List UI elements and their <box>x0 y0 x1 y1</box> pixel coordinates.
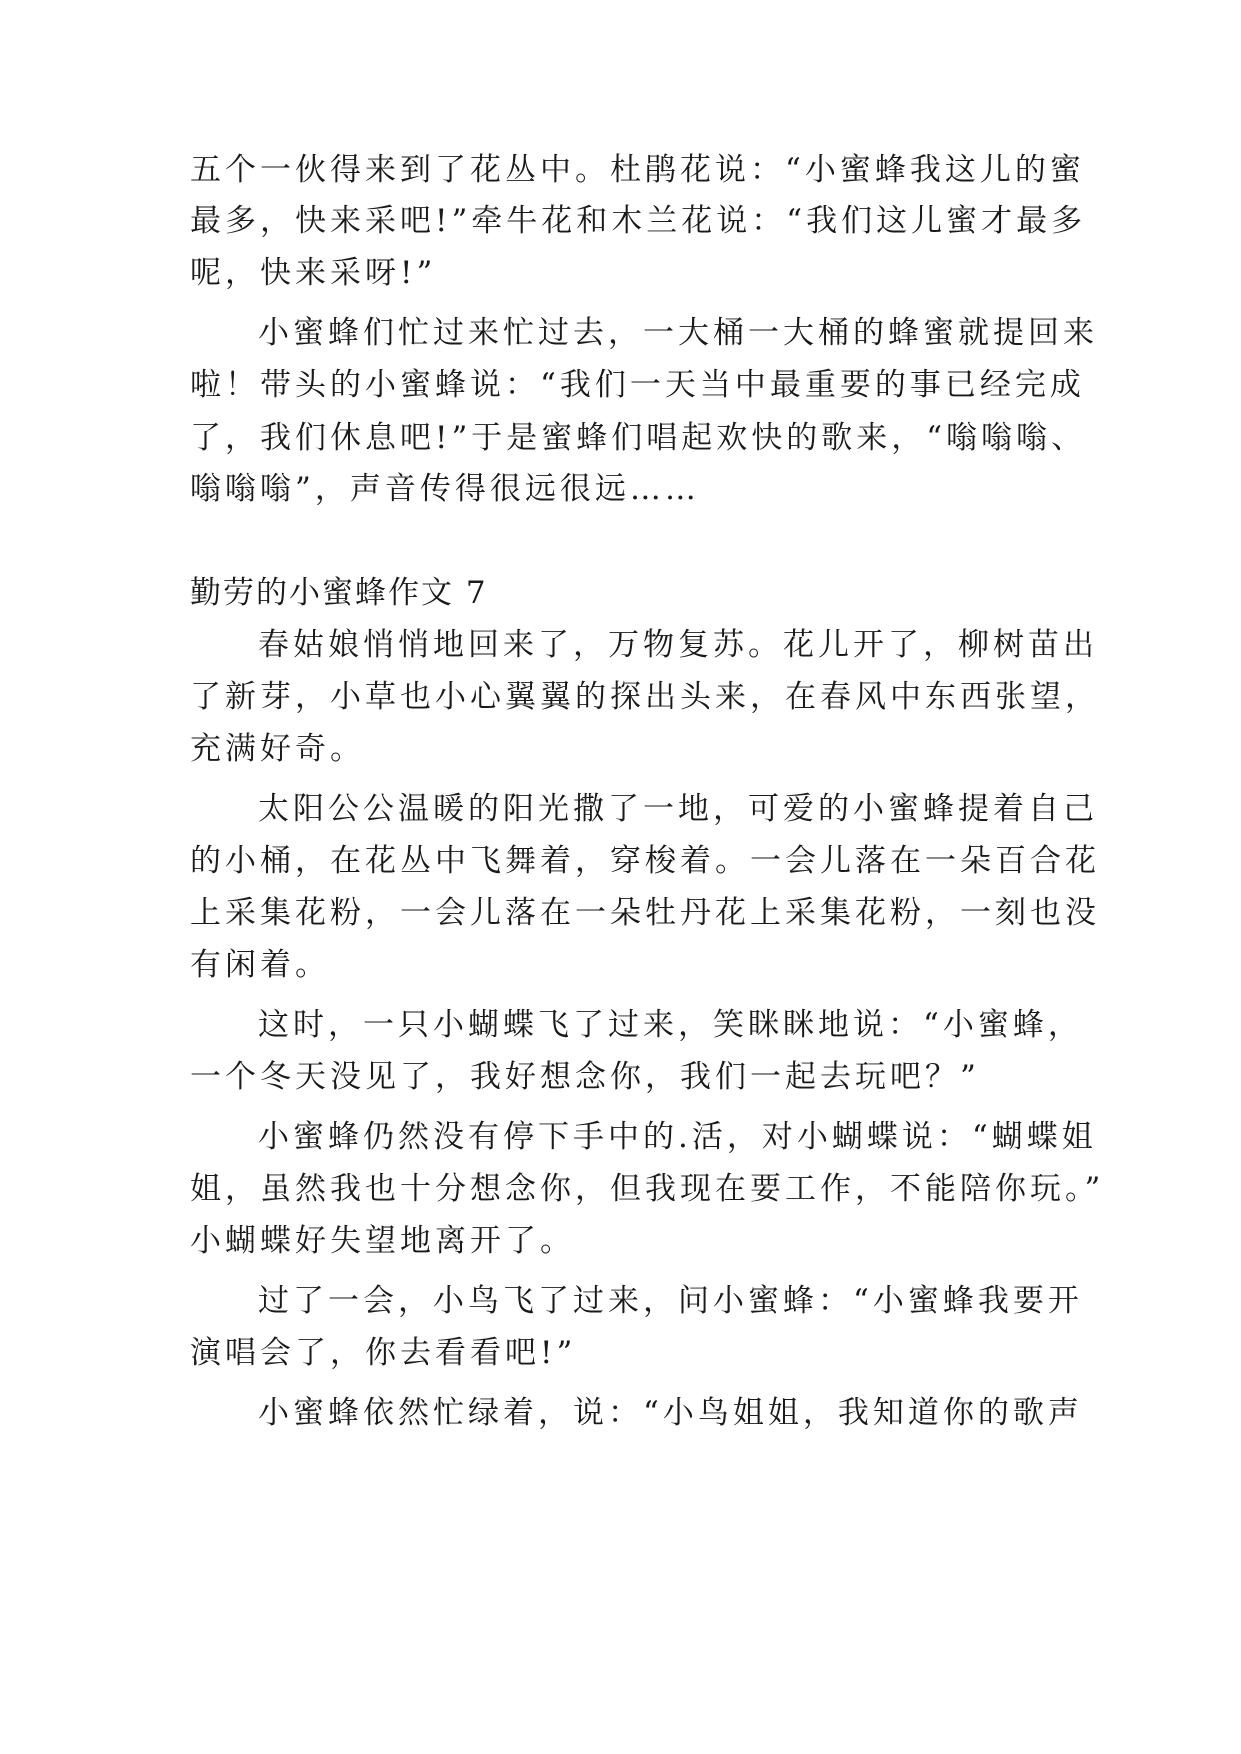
text-line: 小蜜蜂依然忙绿着，说：“小鸟姐姐，我知道你的歌声 <box>258 1395 1083 1431</box>
text-line: 演唱会了，你去看看吧!” <box>190 1335 577 1371</box>
text-line: 呢，快来采呀!” <box>190 255 437 291</box>
section-heading: 勤劳的小蜜蜂作文 7 <box>190 575 488 611</box>
text-line: 的小桶，在花丛中飞舞着，穿梭着。一会儿落在一朵百合花 <box>190 843 1100 879</box>
text-line: 五个一伙得来到了花丛中。杜鹃花说：“小蜜蜂我这儿的蜜 <box>190 152 1085 188</box>
text-line: 了新芽，小草也小心翼翼的探出头来，在春风中东西张望， <box>190 679 1100 715</box>
text-line: 上采集花粉，一会儿落在一朵牡丹花上采集花粉，一刻也没 <box>190 895 1100 931</box>
text-line: 这时，一只小蝴蝶飞了过来，笑眯眯地说：“小蜜蜂， <box>258 1007 1083 1043</box>
text-line: 春姑娘悄悄地回来了，万物复苏。花儿开了，柳树苗出 <box>258 627 1098 663</box>
text-line: 太阳公公温暖的阳光撒了一地，可爱的小蜜蜂提着自己 <box>258 791 1098 827</box>
text-line: 嗡嗡嗡”，声音传得很远很远…… <box>190 471 700 507</box>
text-line: 小蜜蜂们忙过来忙过去，一大桶一大桶的蜂蜜就提回来 <box>258 315 1098 351</box>
text-line: 充满好奇。 <box>190 731 365 767</box>
text-line: 小蜜蜂仍然没有停下手中的.活，对小蝴蝶说：“蝴蝶姐 <box>258 1119 1097 1155</box>
text-line: 过了一会，小鸟飞了过来，问小蜜蜂：“小蜜蜂我要开 <box>258 1283 1083 1319</box>
text-line: 有闲着。 <box>190 947 330 983</box>
text-line: 最多，快来采吧!”牵牛花和木兰花说：“我们这儿蜜才最多 <box>190 203 1087 239</box>
text-line: 小蝴蝶好失望地离开了。 <box>190 1223 575 1259</box>
text-line: 姐，虽然我也十分想念你，但我现在要工作，不能陪你玩。” <box>190 1171 1105 1207</box>
text-line: 啦！带头的小蜜蜂说：“我们一天当中最重要的事已经完成 <box>190 367 1085 403</box>
text-line: 了，我们休息吧!”于是蜜蜂们唱起欢快的歌来，“嗡嗡嗡、 <box>190 420 1087 456</box>
text-line: 一个冬天没见了，我好想念你，我们一起去玩吧？” <box>190 1059 980 1095</box>
